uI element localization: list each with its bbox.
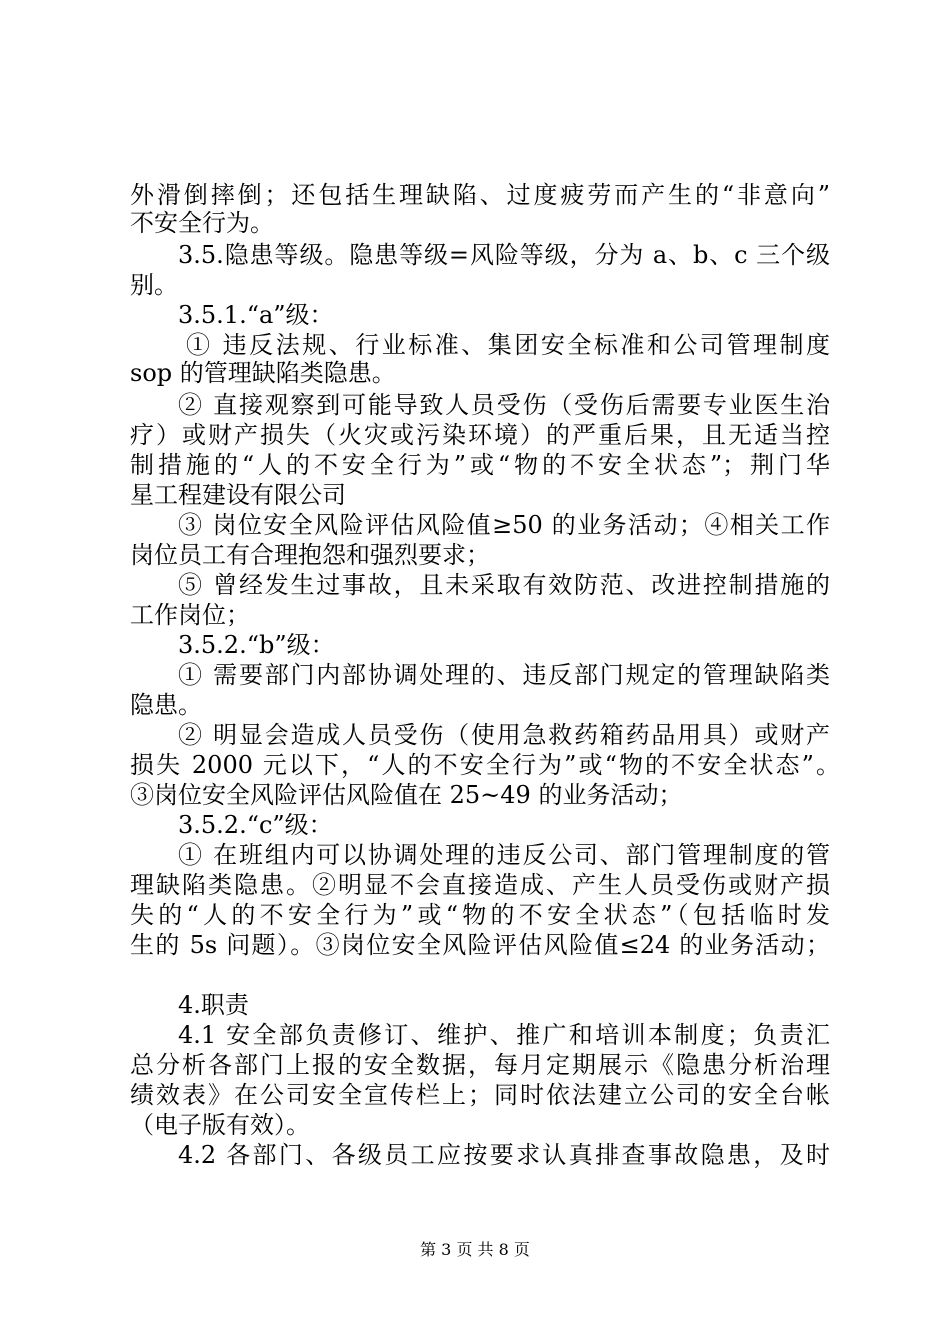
text-line: ③岗位安全风险评估风险值在 25~49 的业务活动； [130,781,683,809]
page-number-footer: 第 3 页 共 8 页 [420,1240,530,1259]
text-line: 制措施的“人的不安全行为”或“物的不安全状态”；荆门华 [130,451,830,479]
text-line: 总分析各部门上报的安全数据，每月定期展示《隐患分析治理 [130,1051,830,1079]
text-line: 工作岗位； [130,601,250,629]
text-line: 4.1 安全部负责修订、维护、推广和培训本制度；负责汇 [178,1021,830,1049]
text-line: ① 需要部门内部协调处理的、违反部门规定的管理缺陷类 [178,661,830,689]
section-heading: 3.5.2.“c”级： [178,811,333,839]
section-heading: 4.职责 [178,991,249,1019]
text-line: 3.5.隐患等级。隐患等级=风险等级，分为 a、b、c 三个级 [178,241,830,269]
section-heading: 3.5.2.“b”级： [178,631,335,659]
text-line: 4.2 各部门、各级员工应按要求认真排查事故隐患，及时 [178,1141,830,1169]
text-line: 理缺陷类隐患。②明显不会直接造成、产生人员受伤或财产损 [130,871,830,899]
text-line: 失的“人的不安全行为”或“物的不安全状态”（包括临时发 [130,901,830,929]
text-line: ② 直接观察到可能导致人员受伤（受伤后需要专业医生治 [178,391,830,419]
text-line: ⑤ 曾经发生过事故，且未采取有效防范、改进控制措施的 [178,571,830,599]
text-line: ② 明显会造成人员受伤（使用急救药箱药品用具）或财产 [178,721,830,749]
text-line: ① 在班组内可以协调处理的违反公司、部门管理制度的管 [178,841,830,869]
text-line: 生的 5s 问题）。③岗位安全风险评估风险值≤24 的业务活动； [130,931,830,959]
text-line: 别。 [130,271,178,299]
text-line: 岗位员工有合理抱怨和强烈要求； [130,541,490,569]
section-heading: 3.5.1.“a”级： [178,301,334,329]
text-line: ③ 岗位安全风险评估风险值≥50 的业务活动；④相关工作 [178,511,830,539]
text-line: 疗）或财产损失（火灾或污染环境）的严重后果，且无适当控 [130,421,830,449]
text-line: 外滑倒摔倒；还包括生理缺陷、过度疲劳而产生的“非意向” [130,181,830,209]
text-line: （电子版有效）。 [130,1111,310,1139]
text-line: sop 的管理缺陷类隐患。 [130,359,396,387]
text-line: 绩效表》在公司安全宣传栏上；同时依法建立公司的安全台帐 [130,1081,830,1109]
text-line: 损失 2000 元以下，“人的不安全行为”或“物的不安全状态”。 [130,751,840,779]
text-line: ① 违反法规、行业标准、集团安全标准和公司管理制度 [186,331,830,359]
text-line: 隐患。 [130,691,202,719]
text-line: 星工程建设有限公司 [130,481,346,509]
text-line: 不安全行为。 [130,209,274,237]
